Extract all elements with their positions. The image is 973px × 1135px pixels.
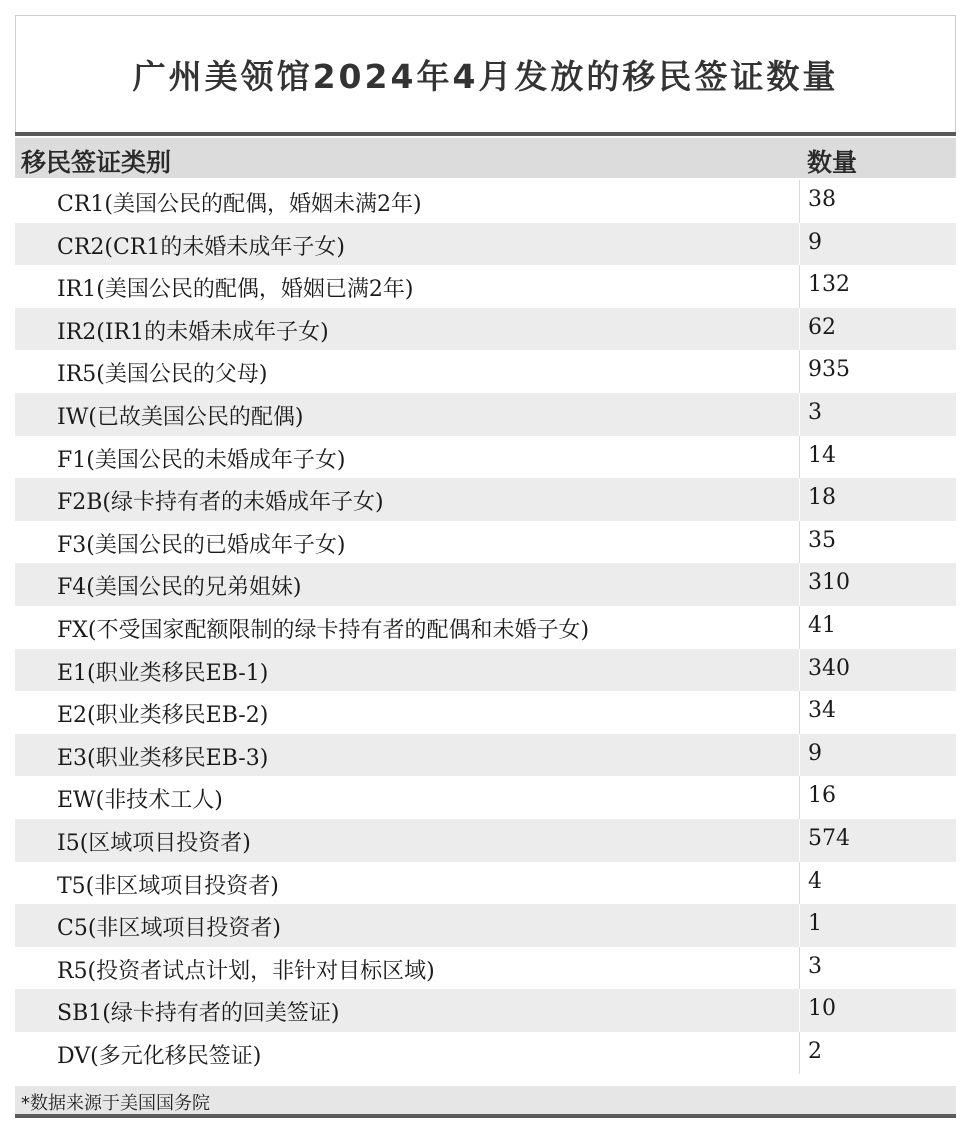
row-category: IR5(美国公民的父母) bbox=[57, 362, 268, 388]
row-category: IW(已故美国公民的配偶) bbox=[57, 404, 304, 430]
column-divider bbox=[799, 989, 800, 1032]
row-count: 4 bbox=[808, 868, 822, 894]
column-divider bbox=[799, 350, 800, 393]
row-count: 132 bbox=[808, 272, 850, 298]
row-count: 2 bbox=[808, 1038, 822, 1064]
row-category: T5(非区域项目投资者) bbox=[57, 873, 279, 899]
row-count: 574 bbox=[808, 825, 850, 851]
row-count: 62 bbox=[808, 314, 836, 340]
header-category: 移民签证类别 bbox=[21, 148, 172, 177]
table-row bbox=[15, 563, 956, 606]
row-category: F2B(绿卡持有者的未婚成年子女) bbox=[57, 490, 384, 516]
column-divider bbox=[799, 180, 800, 223]
column-divider bbox=[799, 1032, 800, 1075]
column-divider bbox=[799, 521, 800, 564]
row-count: 34 bbox=[808, 698, 836, 724]
table-row bbox=[15, 436, 956, 479]
row-count: 310 bbox=[808, 570, 850, 596]
row-category: E2(职业类移民EB-2) bbox=[57, 703, 269, 729]
row-count: 16 bbox=[808, 783, 836, 809]
header-count: 数量 bbox=[807, 148, 858, 177]
table-row bbox=[15, 1032, 956, 1075]
row-count: 14 bbox=[808, 442, 836, 468]
column-divider bbox=[799, 776, 800, 819]
table-row bbox=[15, 734, 956, 777]
column-divider bbox=[799, 393, 800, 436]
row-category: F3(美国公民的已婚成年子女) bbox=[57, 532, 346, 558]
row-count: 18 bbox=[808, 485, 836, 511]
column-divider bbox=[799, 691, 800, 734]
row-count: 3 bbox=[808, 399, 822, 425]
column-divider bbox=[799, 862, 800, 905]
column-divider bbox=[799, 223, 800, 266]
row-count: 9 bbox=[808, 229, 822, 255]
row-category: E3(职业类移民EB-3) bbox=[57, 745, 269, 771]
column-divider bbox=[799, 649, 800, 692]
visa-table bbox=[15, 15, 956, 1118]
row-category: E1(职业类移民EB-1) bbox=[57, 660, 269, 686]
table-row bbox=[15, 180, 956, 223]
row-category: CR1(美国公民的配偶，婚姻未满2年) bbox=[57, 192, 422, 217]
row-category: SB1(绿卡持有者的回美签证) bbox=[57, 1001, 340, 1027]
column-divider bbox=[799, 478, 800, 521]
row-count: 1 bbox=[808, 911, 822, 937]
row-category: DV(多元化移民签证) bbox=[57, 1043, 262, 1069]
row-category: IR2(IR1的未婚未成年子女) bbox=[57, 319, 329, 345]
row-category: IR1(美国公民的配偶，婚姻已满2年) bbox=[57, 277, 414, 303]
table-row bbox=[15, 947, 956, 990]
row-category: R5(投资者试点计划，非针对目标区域) bbox=[57, 958, 435, 984]
row-count: 35 bbox=[808, 527, 836, 553]
table-row bbox=[15, 649, 956, 692]
row-count: 3 bbox=[808, 953, 822, 979]
row-category: CR2(CR1的未婚未成年子女) bbox=[57, 234, 345, 260]
table-row bbox=[15, 862, 956, 905]
bottom-divider bbox=[15, 1114, 956, 1118]
row-category: FX(不受国家配额限制的绿卡持有者的配偶和未婚子女) bbox=[57, 617, 590, 643]
row-count: 9 bbox=[808, 740, 822, 766]
row-category: EW(非技术工人) bbox=[57, 788, 223, 814]
column-divider bbox=[799, 606, 800, 649]
column-divider bbox=[799, 265, 800, 308]
column-divider bbox=[799, 308, 800, 351]
footer bbox=[15, 1086, 956, 1114]
row-category: I5(区域项目投资者) bbox=[57, 830, 251, 856]
row-count: 10 bbox=[808, 996, 836, 1022]
table-row bbox=[15, 819, 956, 862]
table-row bbox=[15, 691, 956, 734]
column-divider bbox=[799, 947, 800, 990]
table-row bbox=[15, 776, 956, 819]
row-count: 41 bbox=[808, 612, 836, 638]
row-count: 340 bbox=[808, 655, 850, 681]
table-header bbox=[15, 138, 956, 178]
column-divider bbox=[799, 436, 800, 479]
table-row bbox=[15, 606, 956, 649]
table-row bbox=[15, 350, 956, 393]
row-category: F4(美国公民的兄弟姐妹) bbox=[57, 575, 302, 601]
source-note: *数据来源于美国国务院 bbox=[21, 1093, 210, 1114]
table-row bbox=[15, 989, 956, 1032]
title-box bbox=[15, 15, 956, 133]
row-category: F1(美国公民的未婚成年子女) bbox=[57, 447, 346, 473]
table-row bbox=[15, 308, 956, 351]
row-count: 935 bbox=[808, 357, 850, 383]
column-divider bbox=[799, 819, 800, 862]
column-divider bbox=[799, 734, 800, 777]
table-row bbox=[15, 521, 956, 564]
column-divider bbox=[799, 563, 800, 606]
page-title: 广州美领馆2024年4月发放的移民签证数量 bbox=[132, 57, 839, 96]
table-row bbox=[15, 393, 956, 436]
table-body bbox=[15, 180, 956, 1074]
row-category: C5(非区域项目投资者) bbox=[57, 916, 281, 942]
table-row bbox=[15, 265, 956, 308]
column-divider bbox=[799, 904, 800, 947]
table-row bbox=[15, 223, 956, 266]
table-row bbox=[15, 478, 956, 521]
row-count: 38 bbox=[808, 187, 836, 212]
table-row bbox=[15, 904, 956, 947]
title-divider bbox=[15, 132, 956, 136]
